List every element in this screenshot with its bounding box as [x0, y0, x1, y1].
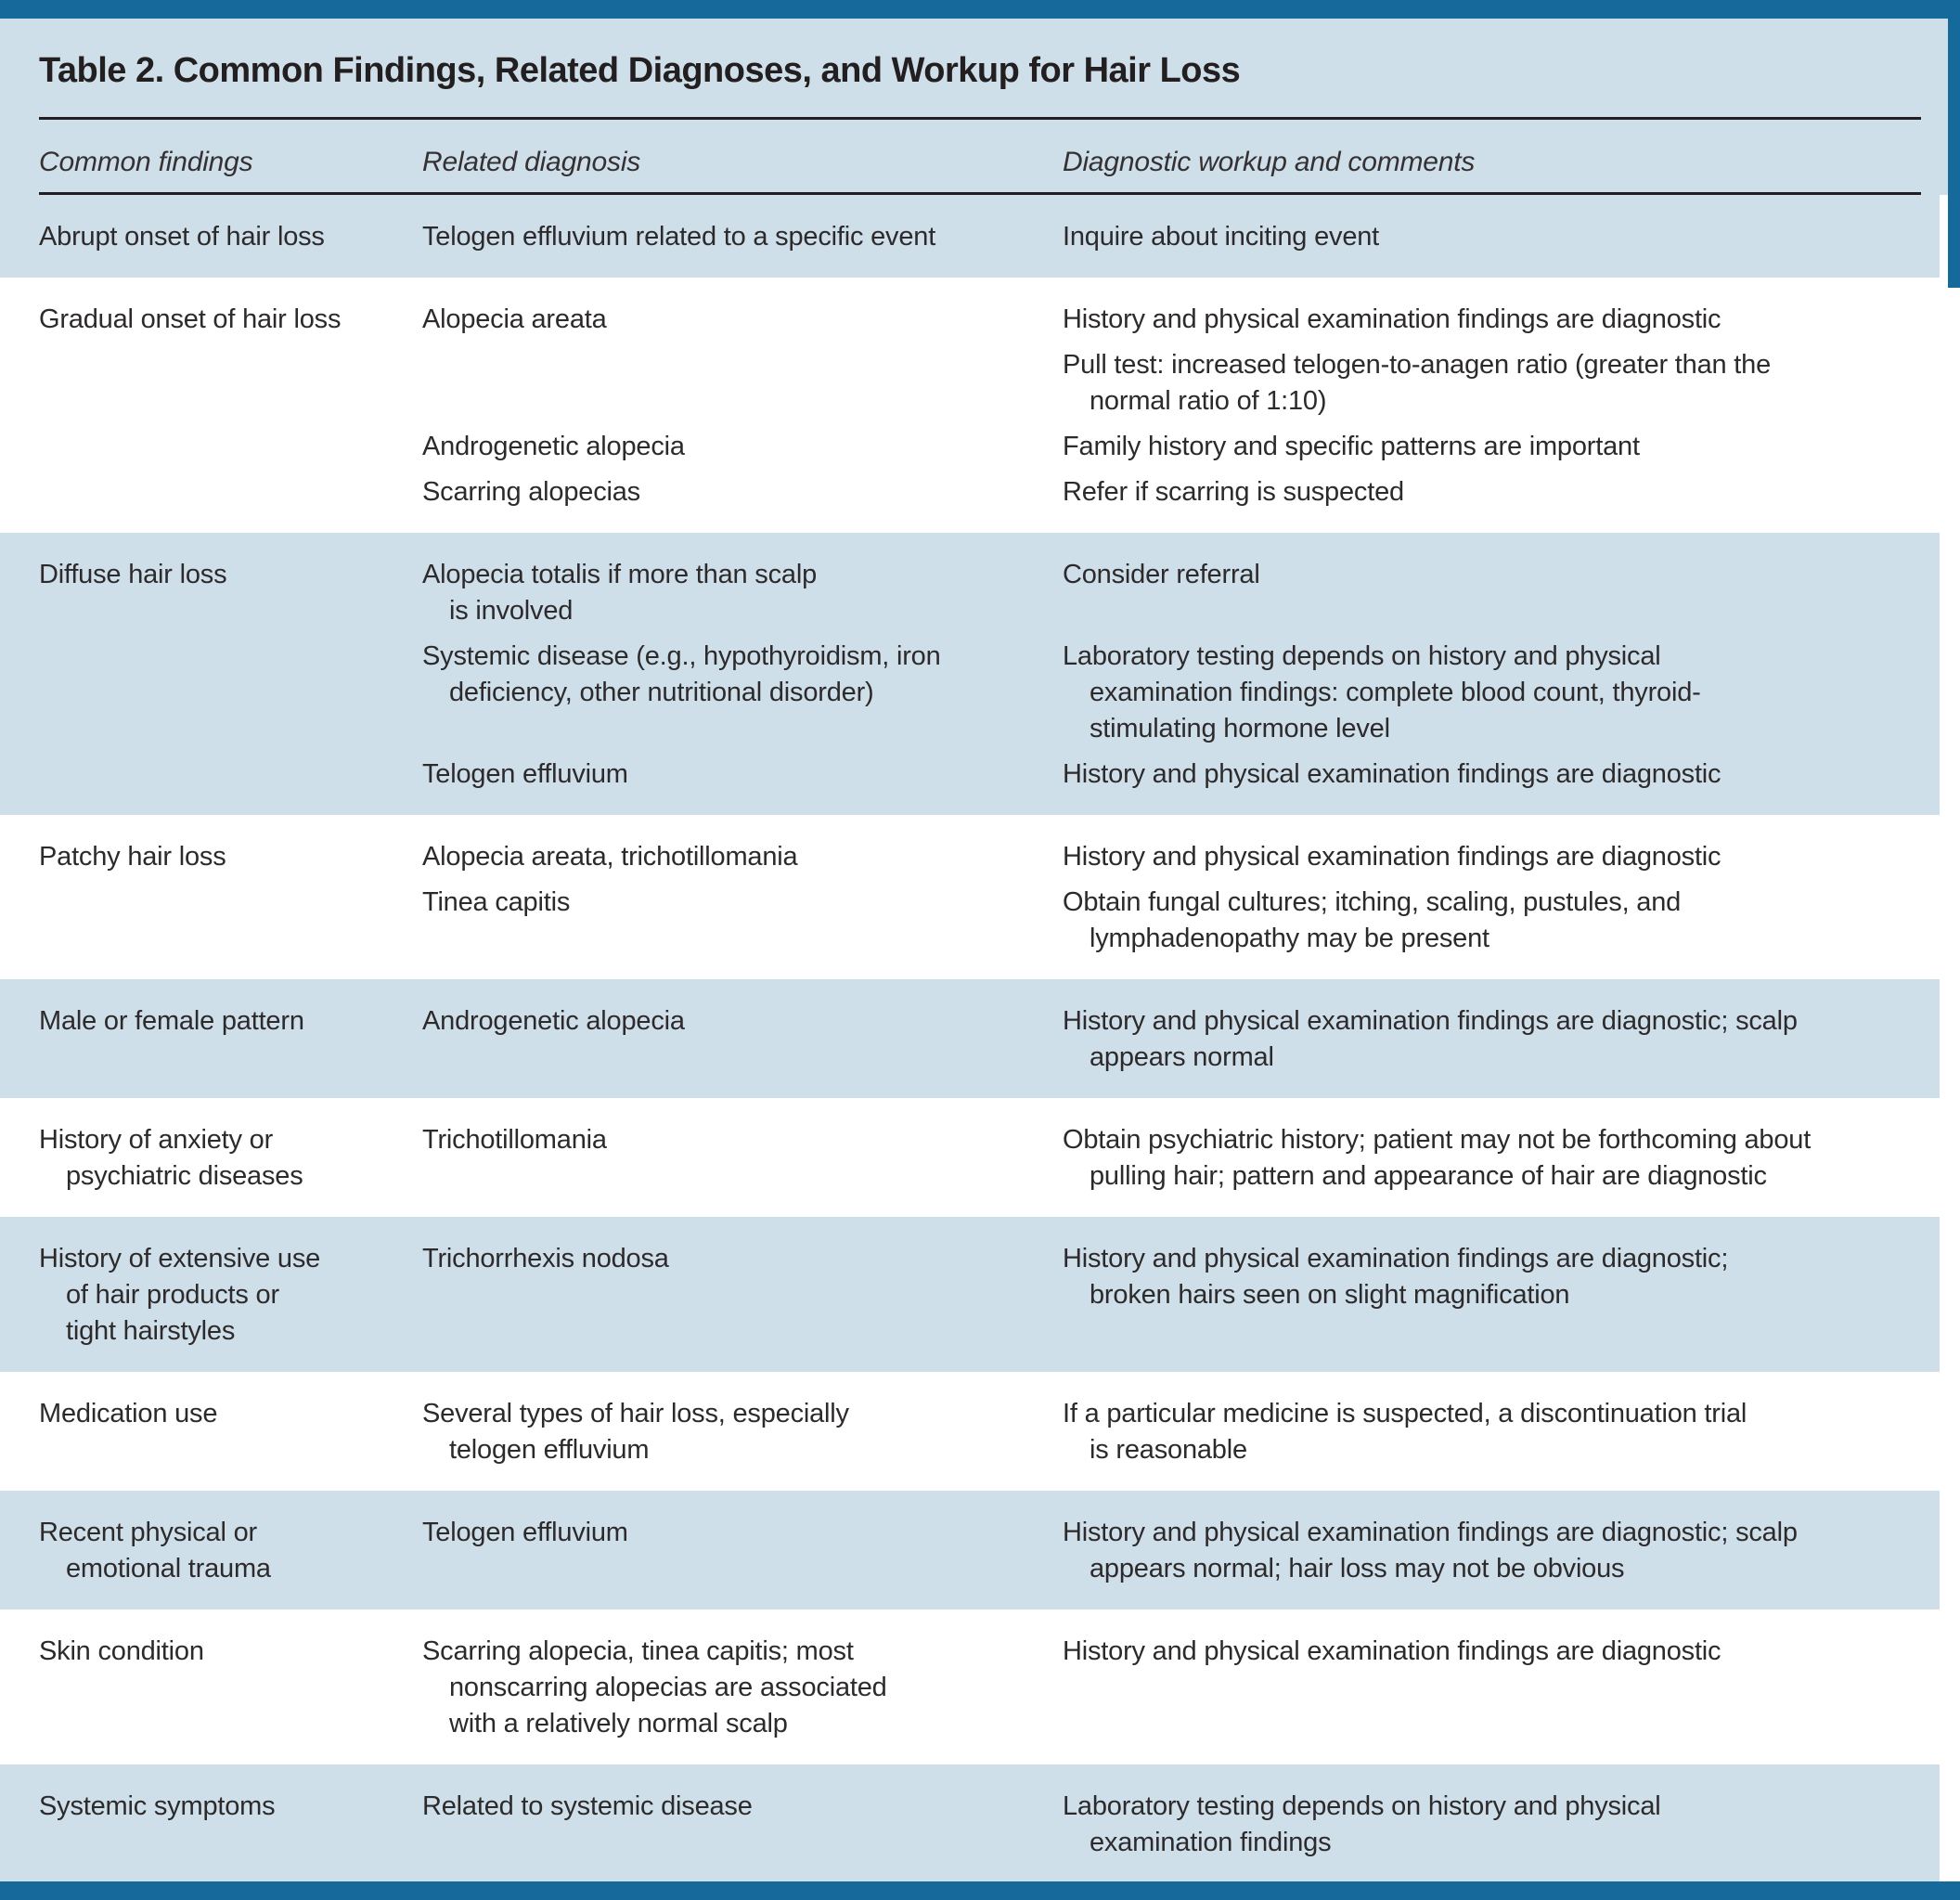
- text-line: History and physical examination findings are diagnostic: [1063, 304, 1721, 334]
- text-line: Medication use: [39, 1399, 218, 1428]
- text-line: stimulating hormone level: [1090, 714, 1390, 743]
- text-line: Alopecia totalis if more than scalp: [422, 560, 817, 589]
- finding-cell: [39, 885, 422, 957]
- text-line: Obtain psychiatric history; patient may not be forthcoming about: [1063, 1125, 1812, 1155]
- text-line: History and physical examination findings are diagnostic: [1063, 759, 1721, 789]
- text-line: Alopecia areata, trichotillomania: [422, 842, 798, 872]
- workup-cell: [1063, 756, 1940, 793]
- diagnosis-cell: [422, 1241, 1063, 1350]
- text-line: History and physical examination findings are diagnostic;: [1063, 1244, 1729, 1273]
- row-entry: [0, 1515, 1940, 1587]
- row-entry: [0, 1789, 1940, 1861]
- workup-cell: [1063, 557, 1940, 629]
- column-header-related-diagnosis: Related diagnosis: [422, 147, 641, 177]
- text-line: pulling hair; pattern and appearance of hair are diagnostic: [1090, 1161, 1767, 1191]
- diagnosis-cell: [422, 474, 1063, 511]
- text-line: Patchy hair loss: [39, 842, 226, 872]
- row-entry: [0, 885, 1940, 957]
- row-entry: [0, 1396, 1940, 1468]
- finding-cell: [39, 839, 422, 875]
- table-title: Table 2. Common Findings, Related Diagnoses, and Workup for Hair Loss: [39, 51, 1241, 90]
- finding-cell: [39, 756, 422, 793]
- diagnosis-cell: [422, 429, 1063, 465]
- table-row: [0, 1609, 1940, 1764]
- table-header-area: [0, 19, 1949, 195]
- row-entry: [0, 557, 1940, 629]
- workup-cell: [1063, 1122, 1940, 1195]
- table-row: [0, 815, 1940, 979]
- workup-cell: [1063, 639, 1940, 747]
- text-line: Systemic symptoms: [39, 1791, 276, 1821]
- diagnosis-cell: [422, 302, 1063, 338]
- workup-cell: [1063, 347, 1940, 420]
- table-row: [0, 1098, 1940, 1217]
- diagnosis-cell: [422, 347, 1063, 420]
- row-entry: [0, 429, 1940, 465]
- text-line: broken hairs seen on slight magnification: [1090, 1280, 1570, 1310]
- text-line: History of extensive use: [39, 1244, 321, 1273]
- text-line: telogen effluvium: [449, 1435, 650, 1465]
- finding-cell: [39, 474, 422, 511]
- text-line: emotional trauma: [66, 1554, 271, 1583]
- diagnosis-cell: [422, 1789, 1063, 1861]
- workup-cell: [1063, 429, 1940, 465]
- table-row: [0, 1372, 1940, 1491]
- table-row: [0, 533, 1940, 815]
- diagnosis-cell: [422, 639, 1063, 747]
- text-line: Trichorrhexis nodosa: [422, 1244, 669, 1273]
- text-line: examination findings: complete blood count, thyroid-: [1090, 678, 1701, 707]
- text-line: examination findings: [1090, 1828, 1332, 1857]
- text-line: Androgenetic alopecia: [422, 1006, 685, 1036]
- text-line: is reasonable: [1090, 1435, 1247, 1465]
- finding-cell: [39, 1241, 422, 1350]
- text-line: with a relatively normal scalp: [449, 1709, 788, 1738]
- workup-cell: [1063, 302, 1940, 338]
- table-body: [0, 195, 1960, 1883]
- diagnosis-cell: [422, 1003, 1063, 1076]
- table-row: [0, 278, 1940, 533]
- text-line: Telogen effluvium: [422, 759, 628, 789]
- header-right-accent-bar: [1948, 0, 1960, 288]
- text-line: is involved: [449, 596, 574, 626]
- text-line: Family history and specific patterns are important: [1063, 432, 1640, 461]
- text-line: Laboratory testing depends on history and physical: [1063, 641, 1661, 671]
- row-entry: [0, 347, 1940, 420]
- text-line: Skin condition: [39, 1636, 204, 1666]
- text-line: Androgenetic alopecia: [422, 432, 685, 461]
- text-line: Pull test: increased telogen-to-anagen ratio (greater than the: [1063, 350, 1772, 380]
- finding-cell: [39, 1122, 422, 1195]
- text-line: Obtain fungal cultures; itching, scaling, pustules, and: [1063, 887, 1682, 917]
- text-line: psychiatric diseases: [66, 1161, 303, 1191]
- text-line: tight hairstyles: [66, 1316, 236, 1346]
- text-line: appears normal: [1090, 1042, 1274, 1072]
- diagnosis-cell: [422, 219, 1063, 255]
- text-line: History and physical examination findings are diagnostic; scalp: [1063, 1518, 1798, 1547]
- finding-cell: [39, 639, 422, 747]
- workup-cell: [1063, 474, 1940, 511]
- text-line: normal ratio of 1:10): [1090, 386, 1327, 416]
- finding-cell: [39, 219, 422, 255]
- text-line: Gradual onset of hair loss: [39, 304, 342, 334]
- text-line: Male or female pattern: [39, 1006, 304, 1036]
- text-line: Trichotillomania: [422, 1125, 607, 1155]
- finding-cell: [39, 1789, 422, 1861]
- workup-cell: [1063, 1789, 1940, 1861]
- text-line: History of anxiety or: [39, 1125, 274, 1155]
- text-line: Inquire about inciting event: [1063, 222, 1380, 252]
- text-line: History and physical examination findings are diagnostic: [1063, 842, 1721, 872]
- text-line: Consider referral: [1063, 560, 1260, 589]
- workup-cell: [1063, 1241, 1940, 1350]
- finding-cell: [39, 302, 422, 338]
- text-line: Alopecia areata: [422, 304, 607, 334]
- row-entry: [0, 839, 1940, 875]
- table-row: [0, 979, 1940, 1098]
- text-line: History and physical examination findings are diagnostic; scalp: [1063, 1006, 1798, 1036]
- finding-cell: [39, 429, 422, 465]
- text-line: History and physical examination findings are diagnostic: [1063, 1636, 1721, 1666]
- diagnosis-cell: [422, 839, 1063, 875]
- row-entry: [0, 1241, 1940, 1350]
- table-row: [0, 1491, 1940, 1609]
- finding-cell: [39, 1634, 422, 1742]
- top-accent-bar: [0, 0, 1960, 19]
- row-entry: [0, 639, 1940, 747]
- text-line: Telogen effluvium: [422, 1518, 628, 1547]
- text-line: Laboratory testing depends on history and physical: [1063, 1791, 1661, 1821]
- workup-cell: [1063, 885, 1940, 957]
- text-line: appears normal; hair loss may not be obvious: [1090, 1554, 1625, 1583]
- diagnosis-cell: [422, 557, 1063, 629]
- bottom-accent-bar: [0, 1881, 1960, 1900]
- text-line: Related to systemic disease: [422, 1791, 753, 1821]
- row-entry: [0, 474, 1940, 511]
- workup-cell: [1063, 1634, 1940, 1742]
- diagnosis-cell: [422, 1634, 1063, 1742]
- text-line: Diffuse hair loss: [39, 560, 227, 589]
- column-header-diagnostic-workup: Diagnostic workup and comments: [1063, 147, 1476, 177]
- row-entry: [0, 1122, 1940, 1195]
- row-entry: [0, 302, 1940, 338]
- column-header-row: [39, 146, 1949, 192]
- text-line: Systemic disease (e.g., hypothyroidism, iron: [422, 641, 941, 671]
- text-line: Abrupt onset of hair loss: [39, 222, 325, 252]
- text-line: lymphadenopathy may be present: [1090, 924, 1489, 953]
- finding-cell: [39, 1396, 422, 1468]
- finding-cell: [39, 557, 422, 629]
- diagnosis-cell: [422, 1515, 1063, 1587]
- text-line: Scarring alopecias: [422, 477, 640, 507]
- table-row: [0, 195, 1940, 278]
- diagnosis-cell: [422, 756, 1063, 793]
- diagnosis-cell: [422, 1122, 1063, 1195]
- title-divider-rule: [39, 117, 1921, 120]
- diagnosis-cell: [422, 1396, 1063, 1468]
- text-line: Refer if scarring is suspected: [1063, 477, 1404, 507]
- column-header-common-findings: Common findings: [39, 147, 253, 177]
- diagnosis-cell: [422, 885, 1063, 957]
- text-line: Several types of hair loss, especially: [422, 1399, 849, 1428]
- workup-cell: [1063, 219, 1940, 255]
- row-entry: [0, 1003, 1940, 1076]
- finding-cell: [39, 1515, 422, 1587]
- table-row: [0, 1764, 1940, 1883]
- row-entry: [0, 219, 1940, 255]
- text-line: Scarring alopecia, tinea capitis; most: [422, 1636, 854, 1666]
- finding-cell: [39, 1003, 422, 1076]
- workup-cell: [1063, 1515, 1940, 1587]
- text-line: Recent physical or: [39, 1518, 257, 1547]
- text-line: of hair products or: [66, 1280, 279, 1310]
- text-line: deficiency, other nutritional disorder): [449, 678, 874, 707]
- workup-cell: [1063, 839, 1940, 875]
- row-entry: [0, 1634, 1940, 1742]
- text-line: Tinea capitis: [422, 887, 571, 917]
- table-row: [0, 1217, 1940, 1372]
- workup-cell: [1063, 1396, 1940, 1468]
- row-entry: [0, 756, 1940, 793]
- text-line: Telogen effluvium related to a specific event: [422, 222, 936, 252]
- workup-cell: [1063, 1003, 1940, 1076]
- finding-cell: [39, 347, 422, 420]
- text-line: nonscarring alopecias are associated: [449, 1673, 887, 1702]
- text-line: If a particular medicine is suspected, a discontinuation trial: [1063, 1399, 1747, 1428]
